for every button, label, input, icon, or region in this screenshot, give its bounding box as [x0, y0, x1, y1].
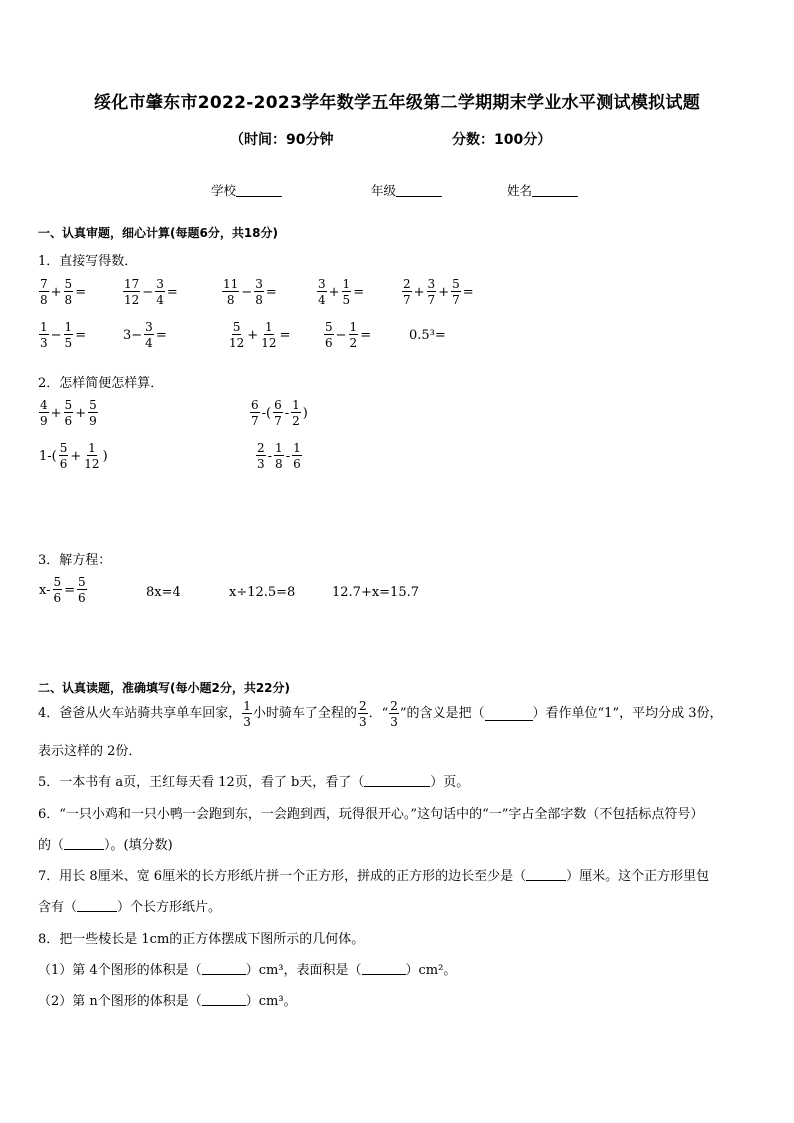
- q6-line-1: 6．“一只小鸡和一只小鸭一会跑到东，一会跑到西，玩得很开心。”这句话中的“一”字占全部字数（不包括标点符号）: [38, 807, 704, 822]
- q3-expr-4: 12.7+x=15.7: [332, 585, 420, 600]
- q2-expr-4: $\frac{2}{3}$ - $\frac{1}{8}$ - $\frac{1}{6}$: [257, 441, 301, 471]
- fraction: $\frac{6}{7}$: [251, 398, 259, 428]
- q2-expr-1: $\frac{4}{9}$ + $\frac{5}{6}$ + $\frac{5}{9}$: [40, 398, 97, 428]
- exam-score: 分数：100分）: [452, 132, 552, 148]
- q4-line-1: 4．爸爸从火车站骑共享单车回家， $\frac{1}{3}$ 小时骑车了全程的 $\frac{2}{3}$ ．“ $\frac{2}{3}$ ”的含义是把（ ）看作单位“1”，平均分成 3份，: [38, 699, 723, 729]
- fraction: $\frac{1}{8}$: [275, 441, 283, 471]
- fraction: $\frac{5}{7}$: [452, 277, 460, 307]
- q8-volume-blank[interactable]: [202, 962, 246, 975]
- fraction: $\frac{2}{3}$: [358, 699, 367, 729]
- fraction: $\frac{1}{5}$: [64, 320, 73, 350]
- fraction: $\frac{3}{4}$: [145, 320, 153, 350]
- fraction: $\frac{3}{8}$: [255, 277, 263, 307]
- fraction: $\frac{2}{3}$: [257, 441, 265, 471]
- q8-n-volume-blank[interactable]: [202, 993, 246, 1006]
- q1-expr-7: 3− $\frac{3}{4}$ =: [123, 320, 167, 350]
- q8-sub-2: （2）第 n个图形的体积是（ ）cm³。: [38, 994, 297, 1009]
- fraction: $\frac{1}{5}$: [342, 277, 351, 307]
- q3-expr-1: x- $\frac{5}{6}$ = $\frac{5}{6}$: [39, 575, 86, 605]
- q1-expr-10: 0.5³=: [409, 328, 446, 343]
- q1-expr-6: $\frac{1}{3}$ − $\frac{1}{5}$ =: [40, 320, 87, 350]
- fraction: $\frac{2}{7}$: [403, 277, 411, 307]
- q3-expr-3: x÷12.5=8: [229, 585, 296, 600]
- q6-line-2: 的（ ）。(填分数): [38, 838, 173, 853]
- grade-field[interactable]: [371, 181, 442, 199]
- fraction: $\frac{3}{7}$: [427, 277, 436, 307]
- school-field[interactable]: [211, 181, 282, 199]
- q7-line-2: 含有（ ）个长方形纸片。: [38, 900, 222, 915]
- q3-label: 3．解方程：: [38, 553, 112, 568]
- fraction: $\frac{5}{8}$: [64, 277, 73, 307]
- q8-label: 8．把一些棱长是 1cm的正方体摆成下图所示的几何体。: [38, 932, 365, 947]
- q5-answer-blank[interactable]: [364, 774, 430, 787]
- fraction: $\frac{5}{9}$: [89, 398, 97, 428]
- school-blank[interactable]: [236, 184, 282, 197]
- fraction: $\frac{3}{4}$: [156, 277, 164, 307]
- q2-expr-2: $\frac{6}{7}$ -( $\frac{6}{7}$ - $\frac{1}{2}$ ): [251, 398, 308, 428]
- q3-expr-2: 8x=4: [146, 585, 181, 600]
- fraction: $\frac{4}{9}$: [40, 398, 48, 428]
- fraction: $\frac{5}{6}$: [59, 441, 68, 471]
- name-field[interactable]: [507, 181, 578, 199]
- grade-label: 年级: [371, 183, 397, 198]
- school-label: 学校: [211, 183, 237, 198]
- fraction: $\frac{1}{3}$: [243, 699, 251, 729]
- q1-expr-1: $\frac{7}{8}$ + $\frac{5}{8}$ =: [40, 277, 87, 307]
- q8-area-blank[interactable]: [362, 962, 406, 975]
- q6-answer-blank[interactable]: [64, 837, 104, 850]
- q4-line-2: 表示这样的 2份．: [38, 744, 142, 759]
- fraction: $\frac{17}{12}$: [124, 277, 140, 307]
- q2-label: 2．怎样简便怎样算．: [38, 376, 164, 391]
- fraction: $\frac{5}{12}$: [229, 320, 245, 350]
- fraction: $\frac{1}{2}$: [349, 320, 358, 350]
- name-label: 姓名: [507, 183, 533, 198]
- name-blank[interactable]: [532, 184, 578, 197]
- q1-expr-3: $\frac{11}{8}$ − $\frac{3}{8}$ =: [223, 277, 277, 307]
- fraction: $\frac{7}{8}$: [40, 277, 48, 307]
- fraction: $\frac{5}{6}$: [78, 575, 86, 605]
- fraction: $\frac{1}{12}$: [261, 320, 277, 350]
- fraction: $\frac{3}{4}$: [318, 277, 326, 307]
- q7-answer-blank-1[interactable]: [526, 868, 566, 881]
- fraction: $\frac{1}{3}$: [40, 320, 48, 350]
- q8-sub-1: （1）第 4个图形的体积是（ ）cm³，表面积是（ ）cm²。: [38, 963, 457, 978]
- q7-answer-blank-2[interactable]: [77, 899, 117, 912]
- q1-expr-5: $\frac{2}{7}$ + $\frac{3}{7}$ + $\frac{5}{7}$ =: [403, 277, 474, 307]
- q1-expr-2: $\frac{17}{12}$ − $\frac{3}{4}$ =: [124, 277, 178, 307]
- fraction: $\frac{6}{7}$: [274, 398, 282, 428]
- section-2-title: 二、认真读题，准确填写(每小题2分，共22分): [38, 681, 291, 695]
- q1-expr-9: $\frac{5}{6}$ − $\frac{1}{2}$ =: [325, 320, 372, 350]
- fraction: $\frac{5}{6}$: [64, 398, 73, 428]
- q1-label: 1．直接写得数．: [38, 254, 138, 269]
- exam-time: （时间：90分钟: [230, 132, 334, 148]
- fraction: $\frac{5}{6}$: [53, 575, 62, 605]
- fraction: $\frac{1}{2}$: [292, 398, 300, 428]
- grade-blank[interactable]: [396, 184, 442, 197]
- q4-answer-blank[interactable]: [485, 708, 533, 721]
- q2-expr-3: 1-( $\frac{5}{6}$ + $\frac{1}{12}$ ): [39, 441, 108, 471]
- section-1-title: 一、认真审题，细心计算(每题6分，共18分): [38, 226, 279, 240]
- fraction: $\frac{2}{3}$: [390, 699, 398, 729]
- fraction: $\frac{5}{6}$: [325, 320, 333, 350]
- q1-expr-4: $\frac{3}{4}$ + $\frac{1}{5}$ =: [318, 277, 365, 307]
- q1-expr-8: $\frac{5}{12}$ + $\frac{1}{12}$ =: [229, 320, 291, 350]
- q7-line-1: 7．用长 8厘米、宽 6厘米的长方形纸片拼一个正方形，拼成的正方形的边长至少是（ ）厘米。这个正方形里包: [38, 869, 710, 884]
- fraction: $\frac{1}{6}$: [293, 441, 301, 471]
- q5-line: 5．一本书有 a页，王红每天看 12页，看了 b天，看了（ ）页。: [38, 775, 470, 790]
- fraction: $\frac{1}{12}$: [84, 441, 100, 471]
- fraction: $\frac{11}{8}$: [223, 277, 239, 307]
- page-title: 绥化市肇东市2022-2023学年数学五年级第二学期期末学业水平测试模拟试题: [93, 93, 701, 113]
